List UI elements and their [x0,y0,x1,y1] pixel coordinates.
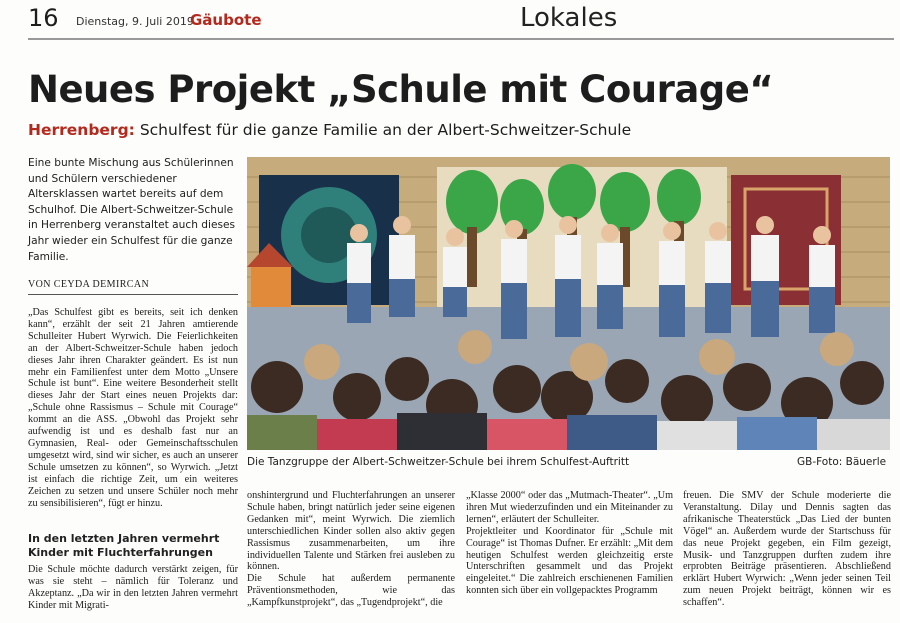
subhead-text: Schulfest für die ganze Familie an der Albert-Schweitzer-Schule [139,121,632,139]
body-column-1: „Das Schulfest gibt es bereits, seit ich denken kann“, erzählt der seit 21 Jahren amtierende Schulleiter Hubert Wyrwich. Die Feierlichkeiten an der Albert-Schweitzer-Schule haben jedoch dieses Jahr ihren Charakter geändert. Es ist nun mehr ein Familienfest unter dem Motto „Unsere Schule ist bunt“. Eine weitere Besonderheit stellt dieses Jahr der Start eines neuen Projekts dar: „Schule ohne Rassismus – Schule mit Courage“ kommt an die ASS. „Obwohl das Projekt sehr aufwendig ist und es deshalb fast nur an Gymnasien, Real- oder Gemeinschaftsschulen umgesetzt wird, sind wir sicher, es auch an unserer Schule umsetzen zu können“, so Wyrwich. „Jetzt ist einfach die richtige Zeit, um ein weiteres Zeichen zu setzen und unsere Schüler noch mehr zu sensibilisieren“, fügt er hinzu. [28,307,238,509]
body-column-1-continued: Die Schule möchte dadurch verstärkt zeigen, für was sie steht – nämlich für Toleranz und Akzeptanz. „Da wir in den letzten Jahren vermehrt Kinder mit Migrati- [28,564,238,611]
body-column-4: freuen. Die SMV der Schule moderierte die Veranstaltung. Dilay und Dennis sagten das afrikanische Theaterstück „Das Lied der bunten Vögel“ an. Außerdem wurde der Startschuss für das neue Projekt gegeben, ein Film gezeigt, Musik- und Tanzgruppen durften zudem ihre erprobten Beiträge präsentieren. Abschließend erklärt Hubert Wyrwich: „Wenn jeder seinen Teil zum neuen Projekt beiträgt, können wir es schaffen“. [683,490,891,609]
intertitle: In den letzten Jahren vermehrt Kinder mit Fluchterfahrungen [28,532,220,559]
body-column-3: „Klasse 2000“ oder das „Mutmach-Theater“. „Um ihren Mut wiederzufinden und ein Miteinander zu lernen“, erläutert der Schulleiter. Projektleiter und Koordinator für „Schule mit Courage“ ist Thomas Dufner. Er erzählt: „Mit dem heutigen Schulfest werden gleichzeitig erste Unterschriften gesammelt und das Projekt eingeleitet.“ Die zahlreich erschienenen Familien konnten sich über ein vollgepacktes Programm [466,490,673,597]
body-column-2: onshintergrund und Fluchterfahrungen an unserer Schule haben, bringt natürlich jeder seine eigenen Gedanken mit“, meint Wyrwich. Die ziemlich unterschiedlichen Kinder sollen also aktiv gegen Rassismus zusammenarbeiten, um ihre individuellen Talente und Stärken frei ausleben zu können. Die Schule hat außerdem permanente Präventionsmethoden, wie das „Kampfkunstprojekt“, das „Tugendprojekt“, die [247,490,455,609]
lead-paragraph: Eine bunte Mischung aus Schülerinnen und Schülern verschiedener Altersklassen wartet bereits auf dem Schulhof. Die Albert-Schweitzer-Schule in Herrenberg veranstaltet auch dieses Jahr wieder ein Schulfest für die ganze Familie. [28,157,236,263]
author-byline: VON CEYDA DEMIRCAN [28,279,150,290]
byline-rule [28,294,238,295]
dance-group-illustration [247,157,890,450]
section-title: Lokales [520,3,618,33]
newspaper-name: Gäubote [190,11,262,29]
house-prop [251,267,291,307]
photo-caption: Die Tanzgruppe der Albert-Schweitzer-Schule bei ihrem Schulfest-Auftritt [247,456,630,468]
issue-date: Dienstag, 9. Juli 2019 [76,15,194,28]
headline: Neues Projekt „Schule mit Courage“ [28,68,774,111]
article-photo [247,157,890,450]
header-rule [28,38,894,40]
page-number: 16 [28,4,59,32]
subheadline [28,121,631,139]
subhead-place: Herrenberg: [28,121,135,139]
photo-credit: GB-Foto: Bäuerle [797,456,887,468]
